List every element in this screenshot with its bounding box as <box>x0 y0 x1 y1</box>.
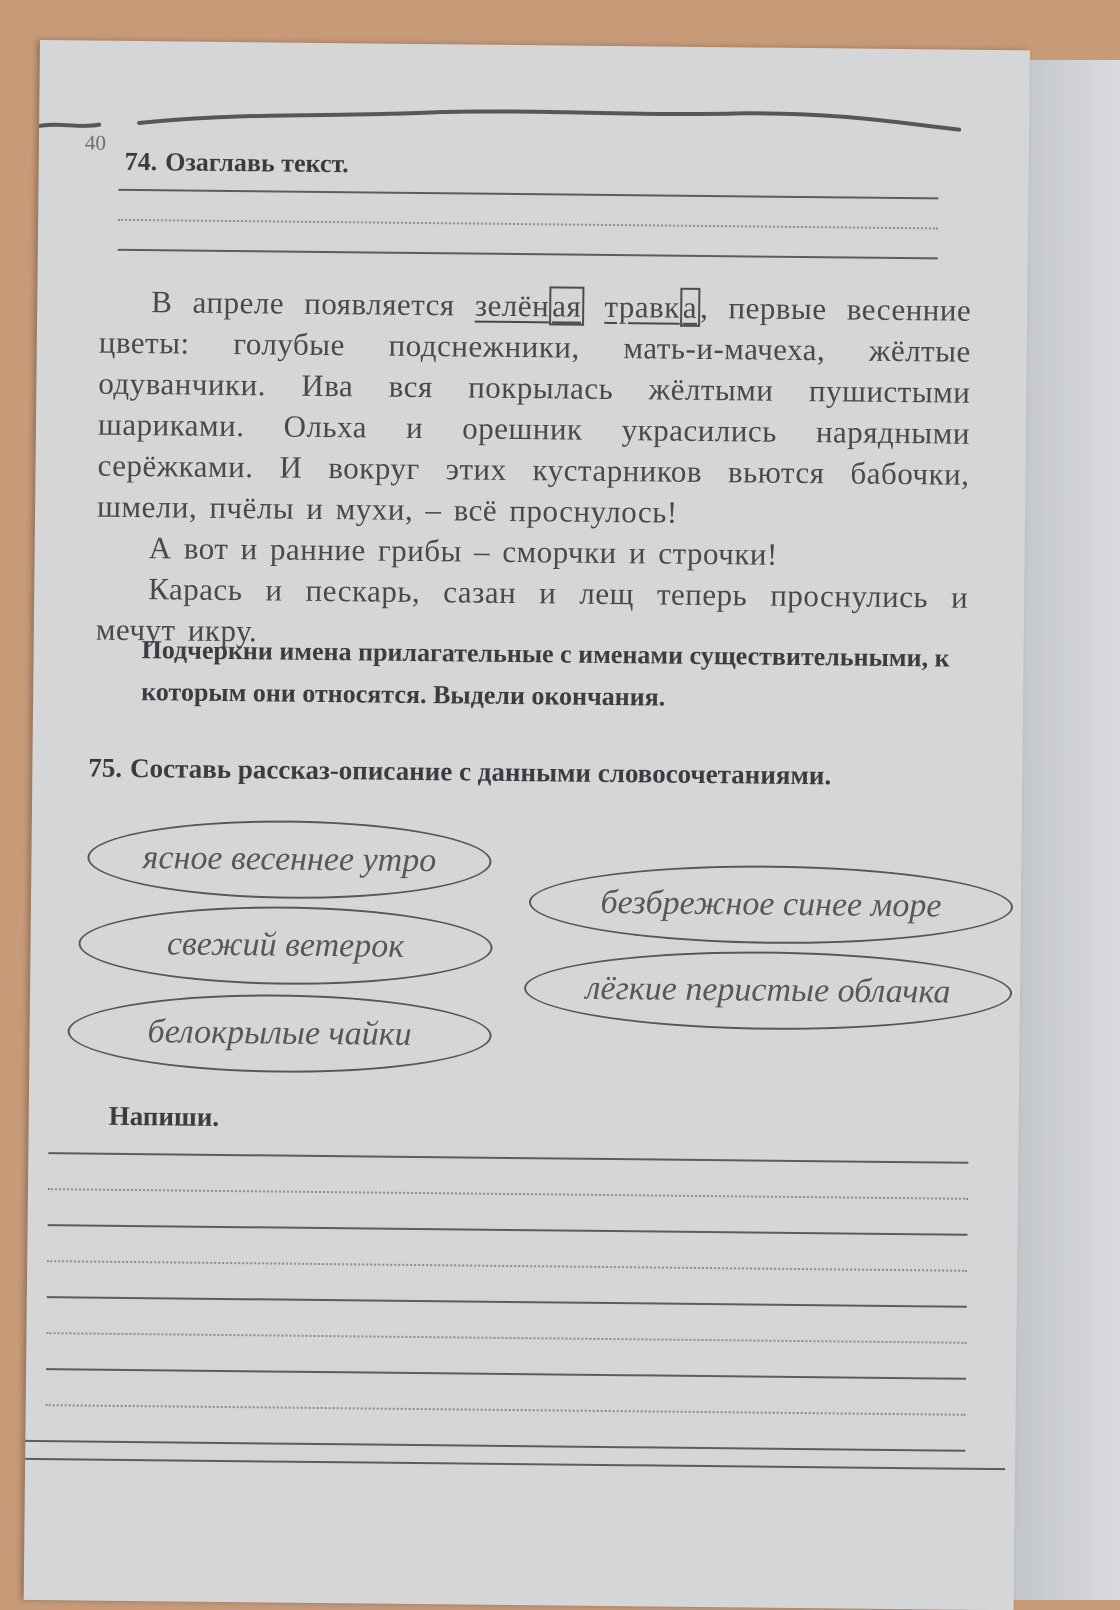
phrase-oval-5: белокрылые чайки <box>67 992 492 1074</box>
page-number: 40 <box>84 130 107 155</box>
writing-dotted-line <box>47 1260 967 1272</box>
writing-dotted-line <box>46 1404 966 1416</box>
exercise-74-number: 74. <box>124 146 158 177</box>
exercise-74-text <box>96 281 972 659</box>
decorative-wave-line <box>39 92 1029 142</box>
writing-line <box>48 1224 968 1236</box>
writing-line <box>48 1152 968 1164</box>
exercise-74-task: Подчеркни имена прилагательные с именами существительными, к которым они относятся. Выдели окончания. <box>141 635 950 712</box>
writing-line <box>47 1296 967 1308</box>
adjective-green: зелёная <box>475 286 585 325</box>
writing-line <box>46 1368 966 1380</box>
writing-dotted-line <box>48 1188 968 1200</box>
noun-grass: травка <box>604 288 700 327</box>
phrase-oval-3: свежий ветерок <box>78 904 493 986</box>
phrase-oval-2: безбрежное синее море <box>529 863 1014 946</box>
exercise-75-number: 75. <box>88 752 123 783</box>
exercise-75-title: Составь рассказ-описание с данными словосочетаниями. <box>129 752 832 791</box>
answer-dotted-line <box>118 219 938 230</box>
exercise-75-heading <box>88 753 831 792</box>
workbook-page <box>24 40 1030 1610</box>
phrase-oval-4: лёгкие перистые облачка <box>524 949 1013 1032</box>
paragraph-2: А вот и ранние грибы – сморчки и строчки! <box>148 530 778 572</box>
exercise-74-heading <box>125 147 349 179</box>
phrase-oval-1: ясное весеннее утро <box>87 819 492 901</box>
answer-line <box>118 189 938 200</box>
writing-line <box>25 1440 965 1452</box>
paragraph-1: В апреле появляется зелёная травка, первые весенние цветы: голубые подснежники, мать-и-мачеха, жёлтые одуванчики. Ива вся покрылась жёлтыми пушистыми шариками. Ольха и орешник украсились нарядными серёжками. И вокруг этих кустарников вьются бабочки, шмели, пчёлы и мухи, – всё проснулось! <box>96 284 972 530</box>
paragraph-3: Карась и пескарь, сазан и лещ теперь проснулись и мечут икру. <box>95 571 969 649</box>
ending-box: а <box>680 288 701 327</box>
bottom-border-line <box>25 1458 1005 1470</box>
write-label: Напиши. <box>108 1100 220 1132</box>
ending-box: ая <box>549 286 584 325</box>
writing-dotted-line <box>46 1332 966 1344</box>
exercise-74-title: Озаглавь текст. <box>165 147 349 179</box>
answer-line <box>118 249 938 260</box>
